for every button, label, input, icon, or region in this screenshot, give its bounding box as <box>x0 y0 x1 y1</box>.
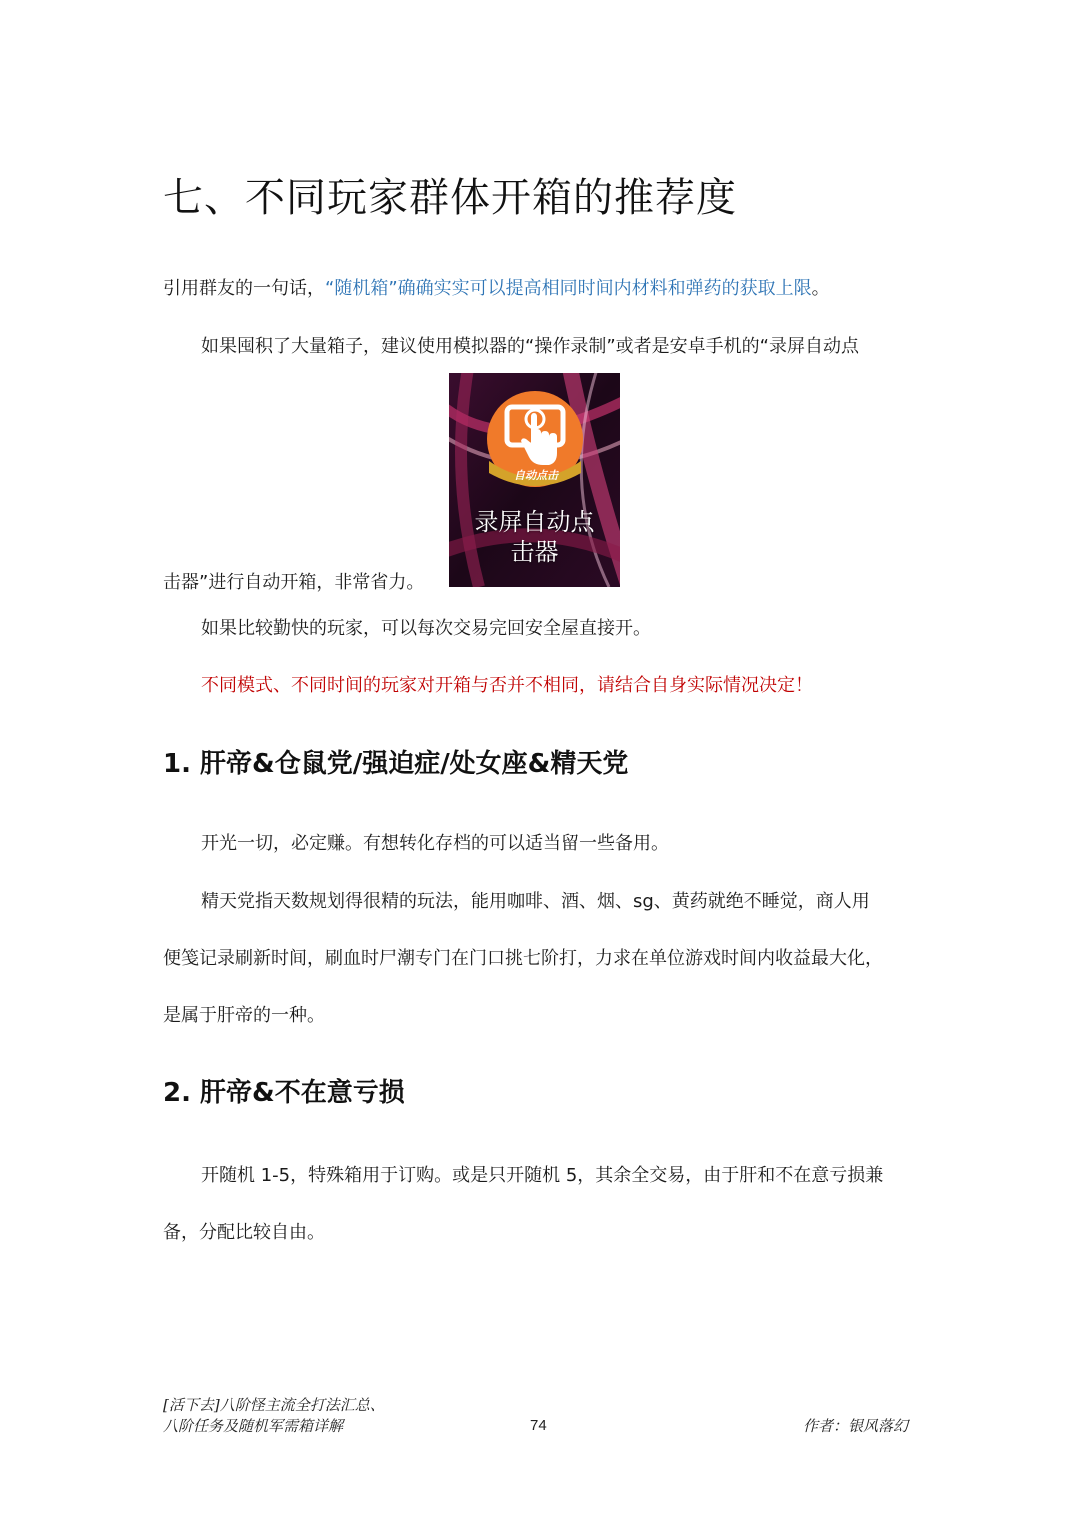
section-1-line-1: 开光一切，必定赚。有想转化存档的可以适当留一些备用。 <box>201 833 669 854</box>
warning-note: 不同模式、不同时间的玩家对开箱与否并不相同，请结合自身实际情况决定！ <box>201 675 813 696</box>
intro-paragraph-line-2: 击器”进行自动开箱，非常省力。 <box>163 572 425 593</box>
quote-prefix: 引用群友的一句话， <box>163 278 325 299</box>
section-heading-1: 1. 肝帝&仓鼠党/强迫症/处女座&精天党 <box>163 749 629 779</box>
footer-page-number: 74 <box>530 1417 547 1434</box>
footer-doc-title-line-2: 八阶任务及随机军需箱详解 <box>163 1417 344 1435</box>
intro-quote <box>163 276 830 302</box>
intro-paragraph-2: 如果比较勤快的玩家，可以每次交易完回安全屋直接开。 <box>201 618 651 639</box>
section-heading-2: 2. 肝帝&不在意亏损 <box>163 1078 405 1108</box>
app-icon-badge: 自动点击 <box>514 469 558 482</box>
chapter-title: 七、不同玩家群体开箱的推荐度 <box>163 175 737 221</box>
app-icon-label-line-1: 录屏自动点 <box>474 508 595 536</box>
section-1-line-3: 便笺记录刷新时间，刷血时尸潮专门在门口挑七阶打，力求在单位游戏时间内收益最大化， <box>163 948 883 969</box>
footer-author: 作者：银风落幻 <box>803 1417 909 1435</box>
screen-record-clicker-app-icon <box>449 373 620 587</box>
section-1-line-2: 精天党指天数规划得很精的玩法，能用咖啡、酒、烟、sg、黄药就绝不睡觉，商人用 <box>201 891 870 912</box>
app-icon-label-line-2: 击器 <box>510 538 559 566</box>
section-2-line-1: 开随机 1-5，特殊箱用于订购。或是只开随机 5，其余全交易，由于肝和不在意亏损兼 <box>201 1165 884 1186</box>
section-1-line-4: 是属于肝帝的一种。 <box>163 1005 325 1026</box>
app-icon-label <box>449 507 620 567</box>
intro-paragraph-line-1: 如果囤积了大量箱子，建议使用模拟器的“操作录制”或者是安卓手机的“录屏自动点 <box>201 336 859 357</box>
quote-suffix: 。 <box>811 278 830 299</box>
footer-doc-title-line-1: [活下去]八阶怪主流全打法汇总、 <box>163 1396 385 1414</box>
quote-highlight: “随机箱”确确实实可以提高相同时间内材料和弹药的获取上限 <box>325 278 812 299</box>
section-2-line-2: 备，分配比较自由。 <box>163 1222 325 1243</box>
